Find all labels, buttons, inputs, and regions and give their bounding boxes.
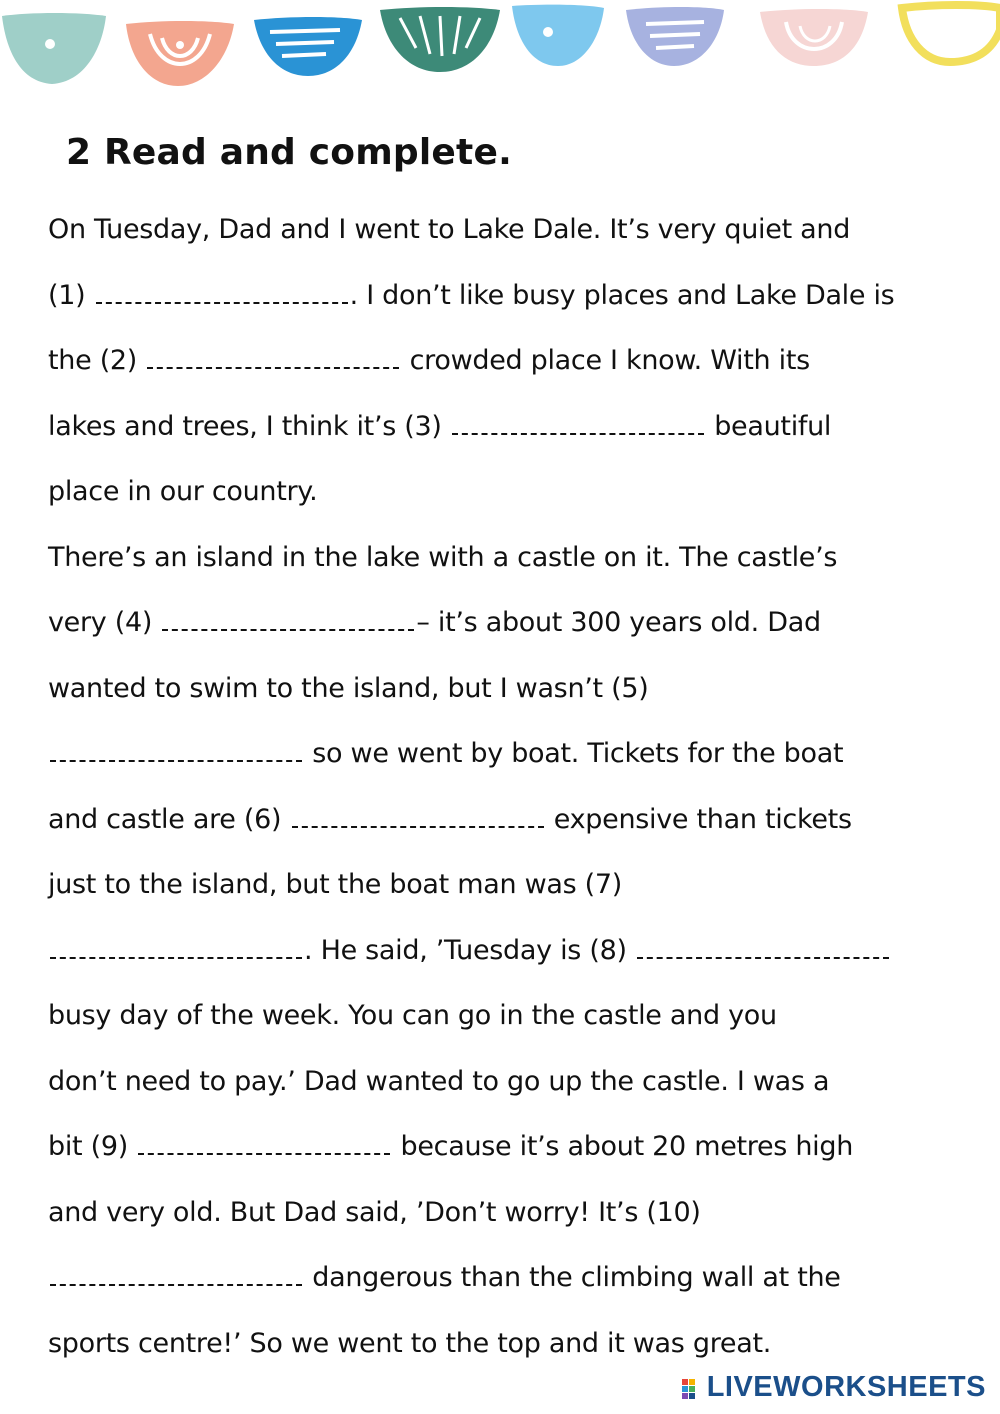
passage-line [48,918,988,984]
passage-text: crowded place I know. With its [401,345,810,376]
passage-text: On Tuesday, Dad and I went to Lake Dale. It’s very quiet and [48,214,851,245]
passage-text: wanted to swim to the island, but I wasn’t (5) [48,672,649,704]
passage-text: very (4) [48,607,161,638]
liveworksheets-logo-icon [681,1375,703,1401]
passage-line [48,1245,988,1311]
passage-text: and castle are (6) [48,803,290,835]
passage-line [48,787,988,853]
bowl-4-icon [380,7,500,72]
passage-text: expensive than tickets [545,803,852,835]
passage-text: bit (9) [48,1131,137,1162]
worksheet-title: 2 Read and complete. [66,132,512,173]
passage-text: . I don’t like busy places and Lake Dale is [349,279,895,311]
passage-text: because it’s about 20 metres high [392,1131,854,1162]
passage-line [48,394,988,460]
passage-text: just to the island, but the boat man was (7) [48,869,623,900]
passage-text: – it’s about 300 years old. Dad [416,607,821,638]
passage-text: lakes and trees, I think it’s (3) [48,410,450,442]
passage-text: There’s an island in the lake with a castle on it. The castle’s [48,541,838,573]
reading-passage [48,197,988,1376]
bowl-8-icon [902,5,1000,62]
decorative-bowls [0,0,1000,100]
passage-text: so we went by boat. Tickets for the boat [304,738,844,769]
answer-blank-2[interactable] [147,337,399,369]
passage-text: the (2) [48,345,146,376]
answer-blank-10[interactable] [50,1254,302,1286]
answer-blank-5[interactable] [50,730,302,762]
passage-line [48,721,988,787]
passage-line [48,1180,988,1246]
passage-text: . He said, ’Tuesday is (8) [304,934,635,966]
passage-line [48,197,988,263]
passage-text: dangerous than the climbing wall at the [304,1262,841,1293]
answer-blank-7[interactable] [50,927,302,959]
passage-line [48,1311,988,1377]
passage-line [48,459,988,525]
passage-text: don’t need to pay.’ Dad wanted to go up the castle. I was a [48,1065,830,1097]
passage-line [48,852,988,918]
passage-text: sports centre!’ So we went to the top and it was great. [48,1327,772,1359]
bowl-7-icon [760,9,868,66]
answer-blank-8[interactable] [637,927,889,959]
passage-text: (1) [48,279,94,311]
answer-blank-4[interactable] [162,599,414,631]
bowl-5-icon [512,5,604,66]
passage-line [48,328,988,394]
passage-line [48,656,988,722]
passage-text: busy day of the week. You can go in the castle and you [48,1000,777,1031]
passage-text: place in our country. [48,476,318,507]
passage-line [48,983,988,1049]
brand-name: LIVEWORKSHEETS [706,1371,986,1403]
passage-line [48,590,988,656]
answer-blank-9[interactable] [138,1123,390,1155]
passage-line [48,263,988,329]
passage-text: and very old. But Dad said, ’Don’t worry! It’s (10) [48,1196,701,1228]
passage-text: beautiful [705,410,832,442]
bowl-3-icon [254,17,362,76]
bowl-2-icon [126,21,234,86]
bowl-1-icon [2,13,106,84]
passage-line [48,1114,988,1180]
liveworksheets-logo [681,1371,986,1404]
bowl-6-icon [626,7,724,66]
answer-blank-1[interactable] [96,272,348,304]
passage-line [48,1049,988,1115]
answer-blank-6[interactable] [292,796,544,828]
answer-blank-3[interactable] [452,403,704,435]
passage-line [48,525,988,591]
